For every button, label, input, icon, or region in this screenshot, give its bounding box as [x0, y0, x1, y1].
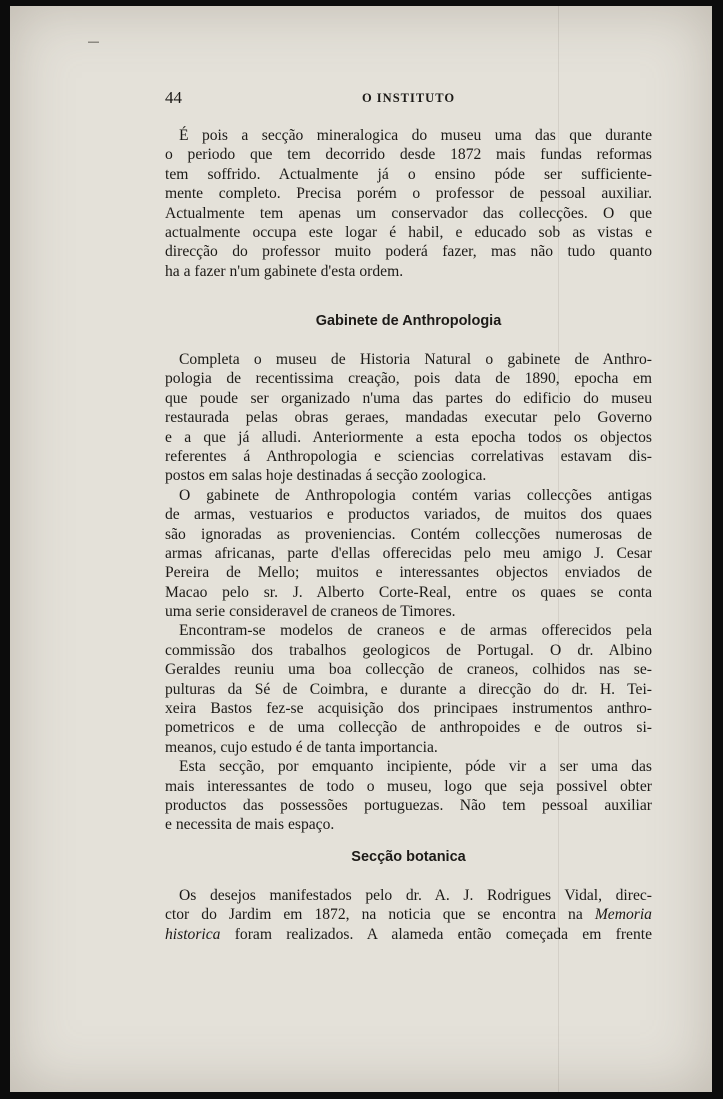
text-line: Geraldes reuniu uma boa collecção de craneos, colhidos nas se-	[165, 661, 652, 679]
text-line: Completa o museu de Historia Natural o gabinete de Anthro-	[179, 351, 652, 368]
text-line: são ignoradas as proveniencias. Contém collecções numerosas de	[165, 525, 652, 543]
text-line: mente completo. Precisa porém o professor de pessoal auxiliar.	[165, 185, 652, 203]
intro-paragraph	[165, 126, 652, 281]
text-line: Esta secção, por emquanto incipiente, póde vir a ser uma das	[179, 758, 652, 776]
running-title: O INSTITUTO	[361, 91, 456, 105]
page-number: 44	[165, 88, 182, 107]
text-line: que poude ser organizado n'uma das partes do edificio do museu	[165, 389, 652, 407]
ink-speck: —	[88, 36, 99, 48]
text-line: É pois a secção mineralogica do museu uma das que durante	[179, 127, 652, 144]
italic-title: Memoria	[594, 906, 652, 924]
text-fragment: ctor do Jardim em 1872, na noticia que se encontra na	[165, 906, 583, 924]
text-fragment: foram realizados. A alameda então começada em frente	[234, 925, 652, 943]
text-line: pologia de recentissima creação, pois data de 1890, epocha em	[165, 370, 652, 388]
page-header	[165, 88, 652, 110]
text-line	[165, 905, 652, 924]
text-line: direcção do professor muito poderá fazer, mas não tudo quanto	[165, 243, 652, 261]
section-heading-botanica: Secção botanica	[351, 849, 466, 865]
text-line: restaurada pelas obras geraes, mandadas executar pelo Governo	[165, 409, 652, 427]
scanned-page	[10, 6, 712, 1092]
section-heading-anthropologia: Gabinete de Anthropologia	[315, 313, 502, 329]
text-line: actualmente occupa este logar é habil, e educado sob as vistas e	[165, 223, 652, 241]
paragraph	[165, 350, 652, 486]
paragraph	[165, 621, 652, 757]
text-line: uma serie consideravel de craneos de Timores.	[165, 603, 456, 621]
paragraph	[165, 486, 652, 622]
paragraph	[165, 757, 652, 835]
text-line: Encontram-se modelos de craneos e de armas offerecidos pela	[179, 622, 652, 640]
text-line: armas africanas, parte d'ellas offerecidas pelo meu amigo J. Cesar	[165, 544, 652, 562]
text-line: Pereira de Mello; muitos e interessantes objectos enviados de	[165, 564, 652, 582]
text-line: postos em salas hoje destinadas á secção zoologica.	[165, 467, 487, 485]
text-line: de armas, vestuarios e productos variados, de muitos dos quaes	[165, 506, 652, 524]
text-line: Actualmente tem apenas um conservador das collecções. O que	[165, 204, 652, 222]
text-line: productos das possessões portuguezas. Não tem pessoal auxiliar	[165, 796, 652, 814]
text-line: Macao pelo sr. J. Alberto Corte-Real, entre os quaes se conta	[165, 583, 652, 601]
text-line: meanos, cujo estudo é de tanta importancia.	[165, 738, 438, 756]
anthropologia-body	[165, 350, 652, 835]
botanica-body	[165, 886, 652, 944]
text-line: mais interessantes de todo o museu, logo que seja possivel obter	[165, 777, 652, 795]
text-line: tem soffrido. Actualmente já o ensino póde ser sufficiente-	[165, 165, 652, 183]
text-line: O gabinete de Anthropologia contém varias collecções antigas	[179, 486, 652, 504]
text-line: e necessita de mais espaço.	[165, 816, 335, 834]
text-line: e a que já alludi. Anteriormente a esta epocha todos os objectos	[165, 428, 652, 446]
text-line	[165, 925, 652, 944]
text-line: commissão dos trabalhos geologicos de Portugal. O dr. Albino	[165, 641, 652, 659]
text-line: referentes á Anthropologia e sciencias correlativas estavam dis-	[165, 447, 652, 465]
text-line: o periodo que tem decorrido desde 1872 mais fundas reformas	[165, 146, 652, 164]
text-line: ha a fazer n'um gabinete d'esta ordem.	[165, 262, 404, 280]
text-line: pulturas da Sé de Coimbra, e durante a direcção do dr. H. Tei-	[165, 680, 652, 698]
text-line: Os desejos manifestados pelo dr. A. J. Rodrigues Vidal, direc-	[179, 887, 652, 904]
italic-title: historica	[165, 925, 221, 943]
text-line: pometricos e de uma collecção de anthropoides e de outros si-	[165, 719, 652, 737]
text-line: xeira Bastos fez-se acquisição dos principaes instrumentos anthro-	[165, 700, 652, 718]
